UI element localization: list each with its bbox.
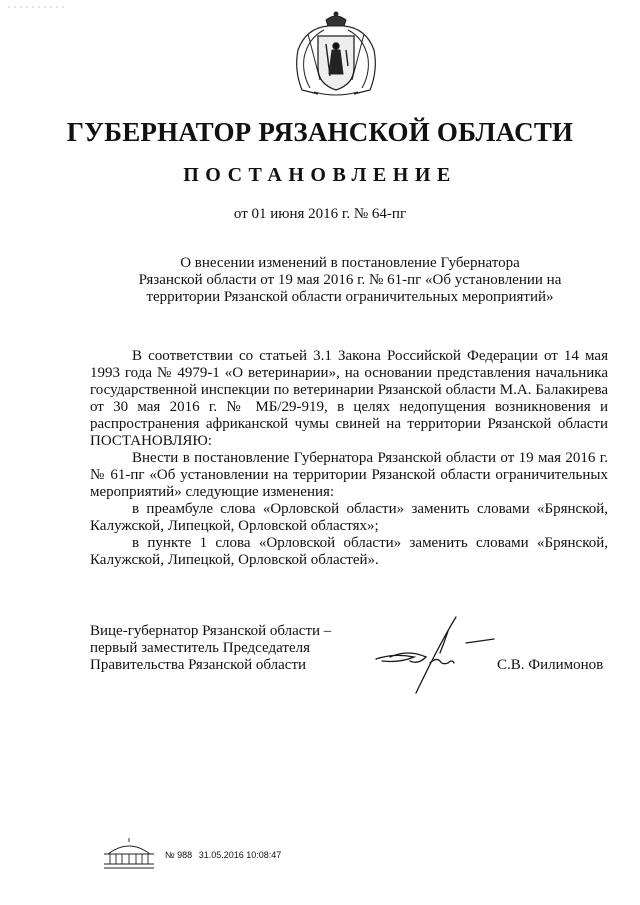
document-date-number: от 01 июня 2016 г. № 64-пг — [233, 206, 407, 222]
document-body — [90, 348, 608, 569]
registry-stamp — [165, 850, 281, 861]
body-paragraph: В соответствии со статьей 3.1 Закона Российской Федерации от 14 мая 1993 года № 4979-1 «О ветеринарии», на основании представления начальника государственной инспекции по ветеринарии Рязанской области М.А. Балакирева от 30 мая 2016 г. № МБ/29-919, в целях недопущения возникновения и распространения африканской чумы свиней на территории Рязанской области ПОСТАНОВЛЯЮ: — [90, 348, 608, 449]
body-paragraph: в преамбуле слова «Орловской области» заменить словами «Брянской, Калужской, Липецкой, Орловской областях»; — [90, 501, 608, 534]
registry-timestamp: 31.05.2016 10:08:47 — [198, 850, 282, 860]
registry-number: № 988 — [165, 850, 193, 860]
issuing-authority: ГУБЕРНАТОР РЯЗАНСКОЙ ОБЛАСТИ — [66, 117, 574, 147]
coat-of-arms-icon — [288, 10, 384, 98]
body-paragraph: Внести в постановление Губернатора Рязанской области от 19 мая 2016 г. № 61-пг «Об установлении на территории Рязанской области ограничительных мероприятий» следующие изменения: — [90, 450, 608, 500]
handwritten-signature — [370, 613, 500, 695]
signer-position-line: Вице-губернатор Рязанской области – — [90, 623, 332, 639]
subject-line: Рязанской области от 19 мая 2016 г. № 61-пг «Об установлении на — [138, 272, 562, 288]
document-type: ПОСТАНОВЛЕНИЕ — [183, 164, 457, 186]
subject-line: территории Рязанской области ограничительных мероприятий» — [146, 289, 554, 305]
body-paragraph: в пункте 1 слова «Орловской области» заменить словами «Брянской, Калужской, Липецкой, Орловской областей». — [90, 535, 608, 568]
signer-position-line: первый заместитель Председателя — [90, 640, 310, 656]
document-subject — [130, 255, 570, 306]
scan-artifact — [8, 4, 68, 10]
printing-house-logo-icon — [100, 836, 158, 872]
signer-position-line: Правительства Рязанской области — [90, 657, 307, 673]
signer-name: С.В. Филимонов — [497, 657, 604, 673]
signer-position — [90, 623, 331, 674]
subject-line: О внесении изменений в постановление Губернатора — [180, 255, 520, 271]
